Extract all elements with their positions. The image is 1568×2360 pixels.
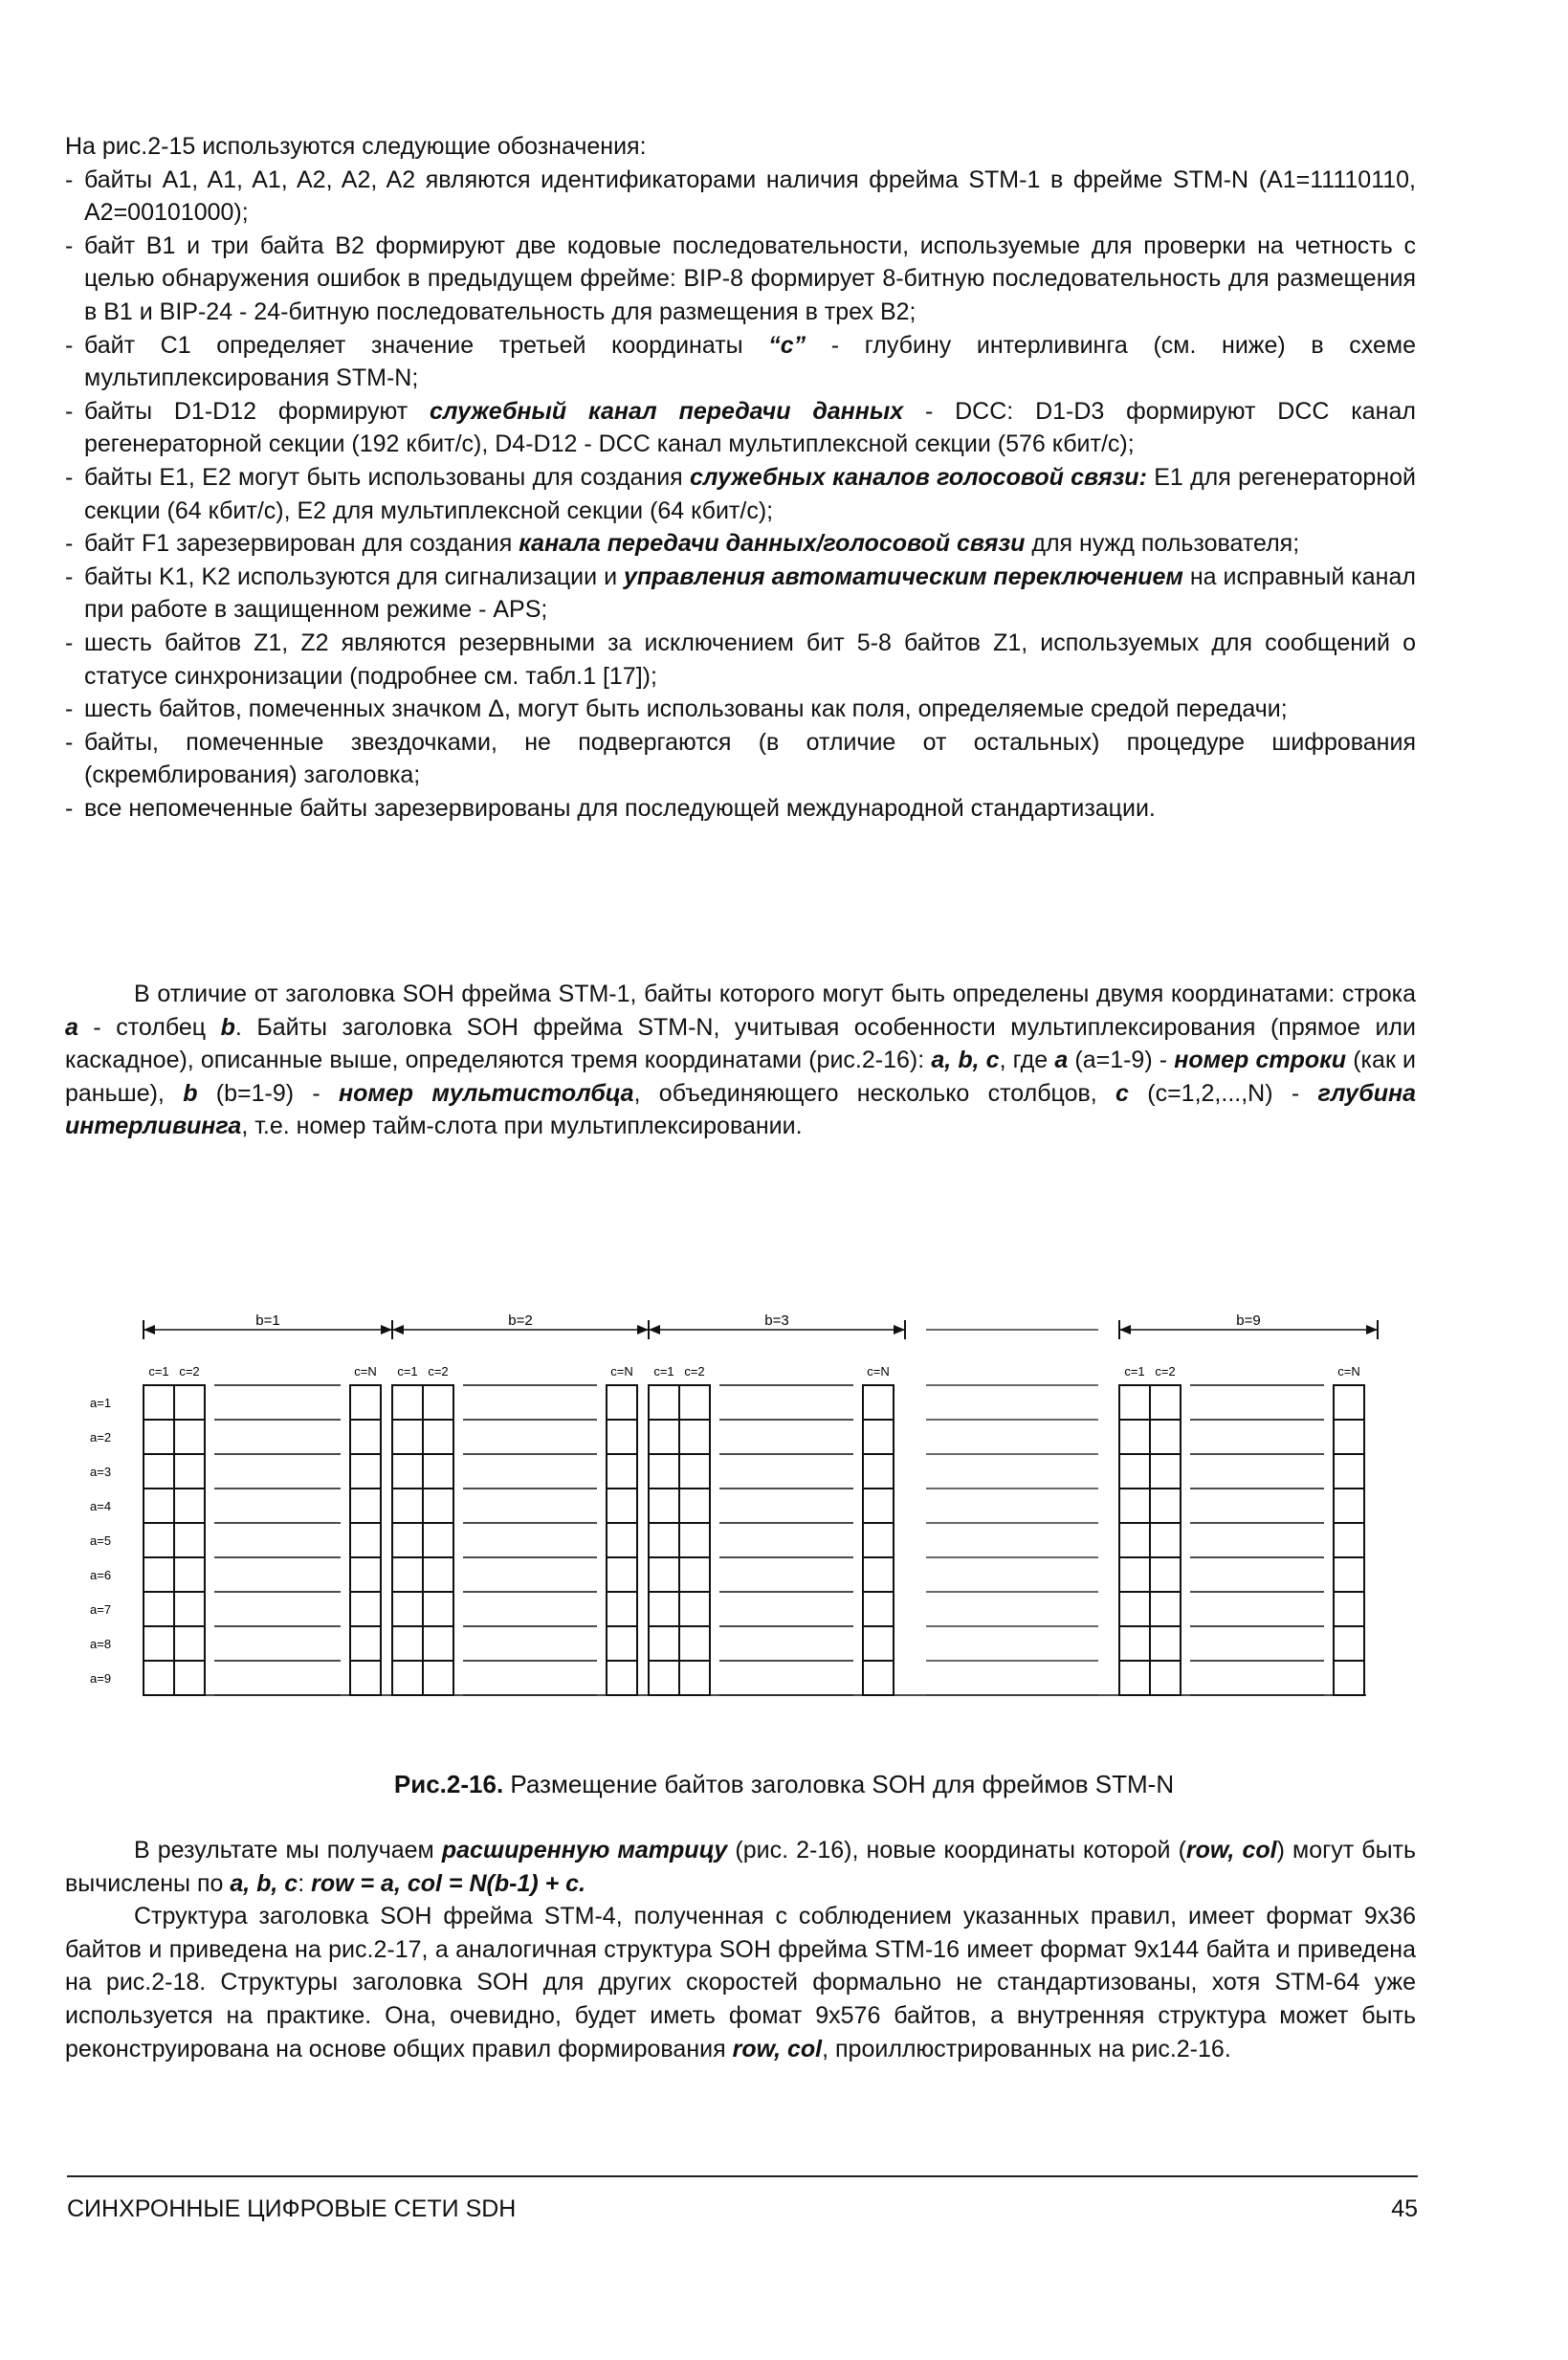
b-arrow-head-left	[1119, 1325, 1131, 1334]
legend-item: - байт C1 определяет значение третьей координаты “c” - глубину интерливинга (см. ниже) в схеме мультиплексирования STM-N;	[65, 329, 1416, 395]
emphasis-term: a	[1054, 1047, 1069, 1074]
row-label: a=9	[90, 1671, 112, 1686]
byte-cell	[1334, 1454, 1364, 1489]
byte-cell	[350, 1489, 381, 1523]
byte-cell	[649, 1661, 679, 1695]
legend-intro: На рис.2-15 используются следующие обозначения:	[65, 133, 647, 160]
row-label: a=7	[90, 1602, 112, 1617]
byte-cell	[1334, 1523, 1364, 1557]
row-label: a=5	[90, 1533, 112, 1548]
byte-cell	[350, 1661, 381, 1695]
emphasis-term: row, col	[1185, 1837, 1277, 1864]
byte-cell	[1119, 1626, 1150, 1661]
c-label: c=N	[610, 1364, 633, 1379]
byte-cell	[423, 1385, 453, 1420]
byte-cell	[649, 1385, 679, 1420]
byte-cell	[649, 1523, 679, 1557]
byte-cell	[1119, 1523, 1150, 1557]
byte-cell	[863, 1523, 894, 1557]
c-label: c=1	[653, 1364, 674, 1379]
byte-cell	[392, 1557, 423, 1592]
byte-cell	[174, 1489, 205, 1523]
c-label: c=N	[1337, 1364, 1360, 1379]
byte-cell	[350, 1592, 381, 1626]
paragraph-result-section	[65, 1834, 1416, 2065]
byte-cell	[1150, 1626, 1181, 1661]
byte-cell	[679, 1592, 710, 1626]
byte-cell	[649, 1592, 679, 1626]
paragraph-3: Структура заголовка SOH фрейма STM-4, полученная с соблюдением указанных правил, имеет формат 9x36 байтов и приведена на рис.2-17, а аналогичная структура SOH фрейма STM-16 имеет формат 9x144 байта и приведена на рис.2-18. Структуры заголовка SOH для других скоростей формально не стандартизованы, хотя STM-64 уже используется на практике. Она, очевидно, будет иметь фомат 9x576 байтов, а внутренняя структура может быть реконструирована на основе общих правил формирования row, col, проиллюстрированных на рис.2-16.	[65, 1903, 1416, 2062]
byte-cell	[863, 1592, 894, 1626]
paragraph-1: В отличие от заголовка SOH фрейма STM-1, байты которого могут быть определены двумя координатами: строка a - столбец b. Байты заголовка SOH фрейма STM-N, учитывая особенности мультиплексирования (прямое или каскадное), описанные выше, определяются тремя координатами (рис.2-16): a, b, c, где a (a=1-9) - номер строки (как и раньше), b (b=1-9) - номер мультистолбца, объединяющего несколько столбцов, c (c=1,2,...,N) - глубина интерливинга, т.е. номер тайм-слота при мультиплексировании.	[65, 981, 1417, 1140]
byte-cell	[423, 1557, 453, 1592]
byte-cell	[174, 1523, 205, 1557]
byte-cell	[1334, 1557, 1364, 1592]
c-label: c=N	[867, 1364, 890, 1379]
byte-cell	[649, 1489, 679, 1523]
page-number: 45	[1391, 2195, 1418, 2222]
b-label: b=2	[508, 1312, 533, 1329]
emphasis-term: row, col	[732, 2035, 823, 2062]
byte-cell	[392, 1489, 423, 1523]
c-label: c=2	[684, 1364, 705, 1379]
byte-cell	[649, 1420, 679, 1454]
c-label: c=N	[354, 1364, 377, 1379]
byte-cell	[1150, 1661, 1181, 1695]
legend-item: - байты A1, A1, A1, A2, A2, A2 являются идентификаторами наличия фрейма STM-1 в фрейме STM-N (A1=11110110, A2=00101000);	[65, 164, 1416, 230]
b-arrow-head-left	[649, 1325, 660, 1334]
byte-cell	[1150, 1420, 1181, 1454]
matrix-labels	[90, 1312, 1360, 1686]
b-label: b=1	[255, 1312, 280, 1329]
byte-cell	[863, 1454, 894, 1489]
legend-section	[65, 130, 1416, 825]
byte-cell	[679, 1626, 710, 1661]
legend-item: - байт F1 зарезервирован для создания канала передачи данных/голосовой связи для нужд пользователя;	[65, 527, 1416, 561]
byte-cell	[144, 1489, 174, 1523]
byte-cell	[174, 1454, 205, 1489]
byte-cell	[174, 1592, 205, 1626]
byte-cell	[1119, 1385, 1150, 1420]
b-arrow-head-right	[894, 1325, 905, 1334]
byte-cell	[144, 1592, 174, 1626]
byte-cell	[1334, 1420, 1364, 1454]
byte-cell	[1119, 1489, 1150, 1523]
byte-cell	[423, 1661, 453, 1695]
emphasis-term: row = a, col = N(b-1) + c.	[311, 1869, 586, 1897]
legend-item: - шесть байтов Z1, Z2 являются резервными за исключением бит 5-8 байтов Z1, используемых для сообщений о статусе синхронизации (подробнее см. табл.1 [17]);	[65, 627, 1416, 693]
byte-cell	[607, 1626, 637, 1661]
byte-cell	[649, 1454, 679, 1489]
soh-matrix-figure	[84, 1301, 1404, 1724]
byte-cell	[1119, 1592, 1150, 1626]
byte-cell	[679, 1385, 710, 1420]
byte-cell	[350, 1626, 381, 1661]
byte-cell	[863, 1489, 894, 1523]
byte-cell	[144, 1420, 174, 1454]
byte-cell	[350, 1420, 381, 1454]
byte-cell	[174, 1420, 205, 1454]
legend-item: - байты K1, K2 используются для сигнализации и управления автоматическим переключением на исправный канал при работе в защищенном режиме - APS;	[65, 561, 1416, 627]
emphasis-term: a, b, c	[931, 1047, 1000, 1074]
byte-cell	[607, 1420, 637, 1454]
byte-cell	[1150, 1489, 1181, 1523]
byte-cell	[679, 1557, 710, 1592]
byte-cell	[863, 1385, 894, 1420]
caption-number: Рис.2-16.	[393, 1770, 504, 1798]
byte-cell	[1150, 1454, 1181, 1489]
byte-cell	[679, 1489, 710, 1523]
byte-cell	[392, 1385, 423, 1420]
c-label: c=1	[148, 1364, 169, 1379]
emphasis-term: расширенную матрицу	[441, 1837, 728, 1864]
footer-rule	[67, 2175, 1418, 2177]
byte-cell	[649, 1626, 679, 1661]
byte-cell	[863, 1420, 894, 1454]
byte-cell	[144, 1523, 174, 1557]
emphasis-term: “c”	[768, 331, 806, 359]
byte-cell	[679, 1523, 710, 1557]
byte-cell	[392, 1420, 423, 1454]
byte-cell	[423, 1523, 453, 1557]
byte-cell	[423, 1420, 453, 1454]
b-label: b=9	[1236, 1312, 1261, 1329]
row-label: a=4	[90, 1499, 112, 1513]
byte-cell	[392, 1592, 423, 1626]
legend-list	[65, 164, 1416, 826]
byte-cell	[1334, 1385, 1364, 1420]
byte-cell	[174, 1385, 205, 1420]
emphasis-term: глубина интерливинга	[65, 1079, 1417, 1140]
byte-cell	[392, 1454, 423, 1489]
byte-cell	[350, 1557, 381, 1592]
emphasis-term: служебный канал передачи данных	[430, 397, 904, 425]
row-label: a=2	[90, 1430, 112, 1445]
row-label: a=8	[90, 1637, 112, 1651]
b-arrow-head-right	[637, 1325, 649, 1334]
byte-cell	[607, 1661, 637, 1695]
byte-cell	[1150, 1523, 1181, 1557]
byte-cell	[144, 1626, 174, 1661]
c-label: c=1	[397, 1364, 418, 1379]
footer-title: СИНХРОННЫЕ ЦИФРОВЫЕ СЕТИ SDH	[67, 2195, 517, 2222]
byte-cell	[607, 1592, 637, 1626]
emphasis-term: b	[220, 1013, 235, 1041]
byte-cell	[607, 1454, 637, 1489]
byte-cell	[423, 1626, 453, 1661]
byte-cell	[1150, 1557, 1181, 1592]
byte-cell	[144, 1454, 174, 1489]
byte-cell	[423, 1454, 453, 1489]
c-label: c=2	[428, 1364, 449, 1379]
emphasis-term: канала передачи данных/голосовой связи	[519, 530, 1026, 558]
emphasis-term: номер строки	[1174, 1047, 1347, 1074]
byte-cell	[392, 1626, 423, 1661]
byte-cell	[1119, 1420, 1150, 1454]
b-arrow-head-right	[381, 1325, 392, 1334]
c-label: c=2	[1155, 1364, 1176, 1379]
emphasis-term: служебных каналов голосовой связи:	[690, 463, 1147, 491]
byte-cell	[144, 1661, 174, 1695]
byte-cell	[1119, 1454, 1150, 1489]
row-label: a=3	[90, 1465, 112, 1479]
byte-cell	[863, 1626, 894, 1661]
b-arrow-head-left	[392, 1325, 404, 1334]
byte-cell	[1150, 1385, 1181, 1420]
byte-cell	[1119, 1661, 1150, 1695]
figure-caption	[0, 1770, 1568, 1799]
byte-cell	[174, 1557, 205, 1592]
legend-item: - байты E1, E2 могут быть использованы для создания служебных каналов голосовой связи: E1 для регенераторной секции (64 кбит/с), E2 для мультиплексной секции (64 кбит/с);	[65, 461, 1416, 527]
emphasis-term: b	[183, 1079, 198, 1107]
emphasis-term: a	[65, 1013, 78, 1041]
byte-cell	[1334, 1661, 1364, 1695]
byte-cell	[350, 1454, 381, 1489]
row-label: a=1	[90, 1396, 112, 1410]
legend-item: - шесть байтов, помеченных значком Δ, могут быть использованы как поля, определяемые средой передачи;	[65, 693, 1416, 726]
matrix-grid	[144, 1320, 1378, 1695]
b-arrow-head-right	[1366, 1325, 1378, 1334]
emphasis-term: управления автоматическим переключением	[623, 562, 1183, 590]
b-arrow-head-left	[144, 1325, 155, 1334]
byte-cell	[1334, 1592, 1364, 1626]
byte-cell	[607, 1557, 637, 1592]
byte-cell	[679, 1661, 710, 1695]
legend-item: - байты, помеченные звездочками, не подвергаются (в отличие от остальных) процедуре шифрования (скремблирования) заголовка;	[65, 726, 1416, 792]
byte-cell	[350, 1523, 381, 1557]
legend-item: - байты D1-D12 формируют служебный канал передачи данных - DCC: D1-D3 формируют DCC канал регенераторной секции (192 кбит/с), D4-D12 - DCC канал мультиплексной секции (576 кбит/с);	[65, 395, 1416, 461]
row-label: a=6	[90, 1568, 112, 1582]
byte-cell	[423, 1489, 453, 1523]
emphasis-term: номер мультистолбца	[339, 1079, 634, 1107]
paragraph-2: В результате мы получаем расширенную матрицу (рис. 2-16), новые координаты которой (row, col) могут быть вычислены по a, b, c: row = a, col = N(b-1) + c.	[65, 1837, 1417, 1897]
byte-cell	[392, 1661, 423, 1695]
paragraph-coordinates	[65, 978, 1416, 1143]
caption-text: Размещение байтов заголовка SOH для фреймов STM-N	[510, 1770, 1175, 1798]
byte-cell	[1334, 1626, 1364, 1661]
legend-item: - байт B1 и три байта B2 формируют две кодовые последовательности, используемые для проверки на четность с целью обнаружения ошибок в предыдущем фрейме: BIP-8 формирует 8-битную последовательность для размещения в B1 и BIP-24 - 24-битную последовательность для размещения в трех B2;	[65, 230, 1416, 329]
c-label: c=1	[1124, 1364, 1145, 1379]
b-label: b=3	[764, 1312, 789, 1329]
byte-cell	[607, 1385, 637, 1420]
byte-cell	[174, 1626, 205, 1661]
byte-cell	[350, 1385, 381, 1420]
byte-cell	[863, 1557, 894, 1592]
emphasis-term: c	[1115, 1079, 1129, 1107]
c-label: c=2	[179, 1364, 200, 1379]
byte-cell	[423, 1592, 453, 1626]
byte-cell	[679, 1420, 710, 1454]
byte-cell	[144, 1385, 174, 1420]
byte-cell	[607, 1489, 637, 1523]
byte-cell	[392, 1523, 423, 1557]
legend-item: - все непомеченные байты зарезервированы для последующей международной стандартизации.	[65, 792, 1416, 826]
byte-cell	[1119, 1557, 1150, 1592]
emphasis-term: a, b, c	[230, 1869, 298, 1897]
byte-cell	[649, 1557, 679, 1592]
byte-cell	[174, 1661, 205, 1695]
byte-cell	[679, 1454, 710, 1489]
byte-cell	[144, 1557, 174, 1592]
byte-cell	[1150, 1592, 1181, 1626]
byte-cell	[1334, 1489, 1364, 1523]
byte-cell	[863, 1661, 894, 1695]
byte-cell	[607, 1523, 637, 1557]
